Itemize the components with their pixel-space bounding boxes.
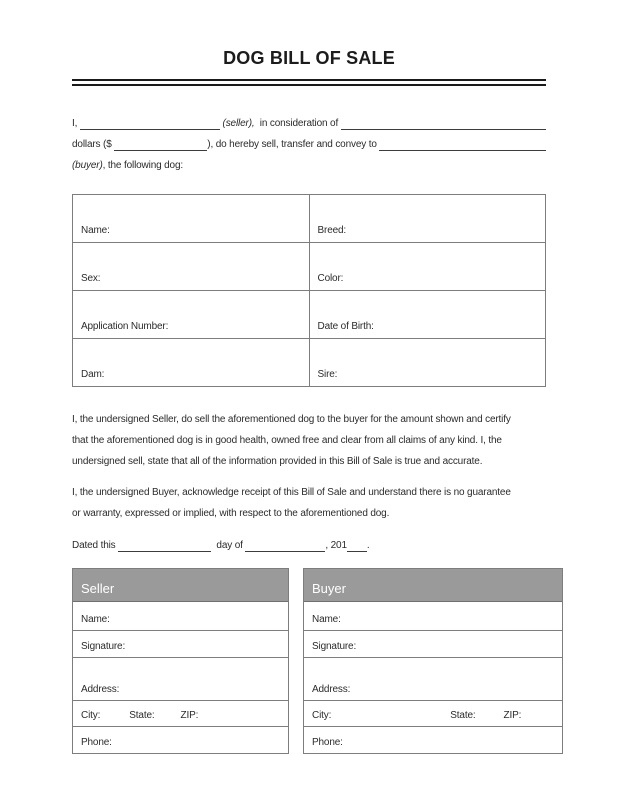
dated-prefix: Dated this <box>72 540 119 551</box>
dog-application-number-cell[interactable] <box>73 291 310 339</box>
buyer-header-label: Buyer <box>312 581 346 596</box>
buyer-name-row[interactable] <box>304 602 562 630</box>
seller-zip-label: ZIP: <box>180 710 199 721</box>
seller-phone-row[interactable] <box>73 726 288 753</box>
buyer-name-blank[interactable] <box>379 149 546 151</box>
intro-text: ), do hereby sell, transfer and convey to <box>207 139 380 150</box>
intro-line-2 <box>72 134 546 155</box>
dated-suffix: . <box>366 540 370 551</box>
seller-signature-row[interactable] <box>73 630 288 657</box>
dated-day-blank[interactable] <box>118 550 211 552</box>
buyer-phone-row[interactable] <box>304 726 562 753</box>
dated-day-of: day of <box>211 540 246 551</box>
intro-text: , the following dog: <box>102 160 184 171</box>
seller-city-state-zip-row[interactable] <box>73 700 288 726</box>
seller-city-label: City: <box>81 710 101 721</box>
buyer-zip-label: ZIP: <box>503 710 522 721</box>
seller-state-label: State: <box>129 710 155 721</box>
seller-header-label: Seller <box>81 581 115 596</box>
buyer-city-label: City: <box>312 710 332 721</box>
seller-address-label: Address: <box>81 684 120 695</box>
dog-sire-label: Sire: <box>317 369 338 380</box>
intro-text: I, <box>72 118 80 129</box>
dated-year-blank[interactable] <box>347 550 367 552</box>
dog-sex-cell[interactable] <box>73 243 310 291</box>
seller-phone-label: Phone: <box>81 737 112 748</box>
buyer-address-label: Address: <box>312 684 351 695</box>
dog-sire-cell[interactable] <box>309 339 546 387</box>
seller-certification-paragraph <box>72 409 546 472</box>
paragraph-line: that the aforementioned dog is in good health, owned free and clear from all claims of any kind. I, the <box>72 435 502 446</box>
buyer-name-label: Name: <box>312 614 341 625</box>
dog-dam-label: Dam: <box>81 369 105 380</box>
dog-breed-label: Breed: <box>317 225 347 236</box>
paragraph-line: I, the undersigned Seller, do sell the aforementioned dog to the buyer for the amount shown and certify <box>72 414 511 425</box>
dog-breed-cell[interactable] <box>309 195 546 243</box>
buyer-city-state-zip-row[interactable] <box>304 700 562 726</box>
dated-month-blank[interactable] <box>245 550 325 552</box>
seller-name-blank[interactable] <box>80 128 220 130</box>
seller-italic-label: (seller), <box>219 118 258 129</box>
title-double-rule <box>72 79 546 86</box>
intro-text: dollars ($ <box>72 139 115 150</box>
dog-name-cell[interactable] <box>73 195 310 243</box>
seller-name-label: Name: <box>81 614 110 625</box>
signature-boxes <box>72 568 618 754</box>
dog-name-label: Name: <box>81 225 110 236</box>
paragraph-line: undersigned sell, state that all of the information provided in this Bill of Sale is true and accurate. <box>72 456 483 467</box>
intro-paragraph <box>72 113 546 176</box>
dog-sex-label: Sex: <box>81 273 101 284</box>
dated-year-prefix: , 201 <box>325 540 347 551</box>
buyer-address-row[interactable] <box>304 657 562 700</box>
paragraph-line: I, the undersigned Buyer, acknowledge receipt of this Bill of Sale and understand there is no guarantee <box>72 487 511 498</box>
dog-application-number-label: Application Number: <box>81 321 169 332</box>
table-row <box>73 339 546 387</box>
buyer-signature-row[interactable] <box>304 630 562 657</box>
dog-info-table <box>72 194 546 387</box>
amount-words-blank[interactable] <box>341 128 546 130</box>
table-row <box>73 291 546 339</box>
intro-line-3 <box>72 155 546 176</box>
intro-text: in consideration of <box>257 118 341 129</box>
dog-color-label: Color: <box>317 273 344 284</box>
dog-color-cell[interactable] <box>309 243 546 291</box>
buyer-signature-label: Signature: <box>312 641 357 652</box>
seller-box <box>72 568 289 754</box>
dog-dam-cell[interactable] <box>73 339 310 387</box>
page-title: DOG BILL OF SALE <box>223 48 395 68</box>
seller-box-header <box>73 569 288 602</box>
amount-number-blank[interactable] <box>114 149 207 151</box>
buyer-box-header <box>304 569 562 602</box>
seller-name-row[interactable] <box>73 602 288 630</box>
buyer-italic-label: (buyer) <box>72 160 103 171</box>
seller-address-row[interactable] <box>73 657 288 700</box>
dated-line <box>72 535 546 556</box>
dog-date-of-birth-cell[interactable] <box>309 291 546 339</box>
buyer-acknowledgment-paragraph <box>72 482 546 524</box>
seller-signature-label: Signature: <box>81 641 126 652</box>
table-row <box>73 243 546 291</box>
paragraph-line: or warranty, expressed or implied, with respect to the aforementioned dog. <box>72 508 390 519</box>
intro-line-1 <box>72 113 546 134</box>
buyer-box <box>303 568 563 754</box>
table-row <box>73 195 546 243</box>
dog-date-of-birth-label: Date of Birth: <box>317 321 374 332</box>
buyer-phone-label: Phone: <box>312 737 343 748</box>
buyer-state-label: State: <box>450 710 476 721</box>
